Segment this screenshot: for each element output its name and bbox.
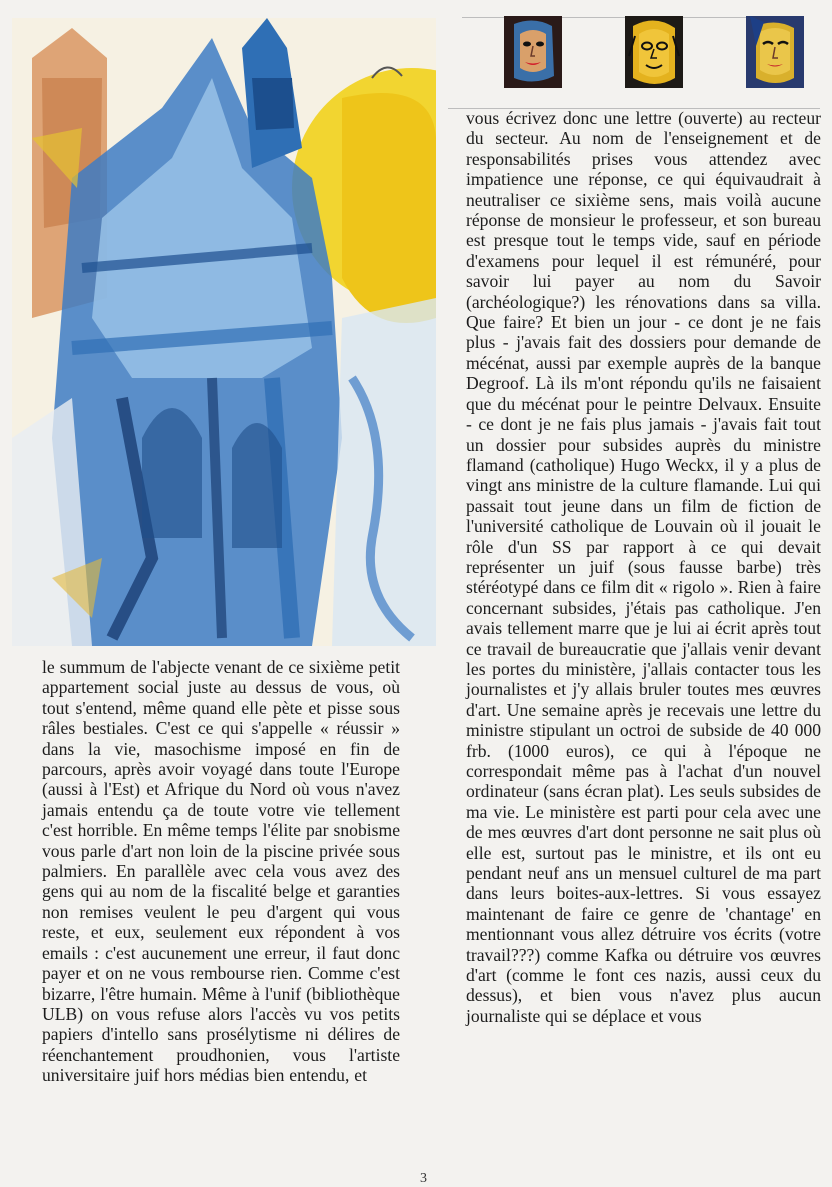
face-thumbnail-2 [625,16,683,88]
face-painting-red-lips-icon [504,16,562,88]
painting-cathedral [12,18,436,646]
face-painting-yellow-icon [625,16,683,88]
text-column-right [466,108,821,1026]
text-column-left [42,657,400,1086]
page-number: 3 [420,1171,427,1186]
body-paragraph-left: le summum de l'abjecte venant de ce sixième petit appartement social juste au dessus de vous, où tout s'entend, même quand elle pète et pisse sous râles bestiales. C'est ce qui s'appelle « réussir » dans la vie, masochisme imposé en fin de parcours, après avoir voyagé dans toute l'Europe (aussi à l'Est) et Afrique du Nord où vous n'avez jamais entendu ça de toute votre vie tellement c'est horrible. En même temps l'élite par snobisme vous parle d'art non loin de la piscine privée sous palmiers. En parallèle avec cela vous avez des gens qui au nom de la fiscalité belge et garanties non remises veulent le peu d'argent qui vous reste, et eux, seulement eux répondent à vos emails : c'est aucunement une erreur, il faut donc payer et on ne vous rembourse rien. Comme c'est bizarre, l'être humain. Même à l'unif (bibliothèque ULB) on vous refuse alors l'accès vu vos petits papiers d'intello sans prosélytisme ni délires de réenchantement proudhonien, vous l'artiste universitaire juif hors médias bien entendu, et [42,657,400,1086]
face-thumbnail-1 [504,16,562,88]
body-paragraph-right: vous écrivez donc une lettre (ouverte) au recteur du secteur. Au nom de l'enseignement et de responsabilités prises vous attendez avec impatience une réponse, ce qui équivaudrait à neutraliser ce sixième sens, mais voilà aucune réponse de monsieur le professeur, et son bureau est presque tout le temps vide, sauf en période d'examens pour lequel il est rémunéré, pour savoir lui payer au nom du Savoir (archéologique?) les rénovations dans sa villa. Que faire? Et bien un jour - ce dont je ne fais plus - j'avais fait des dossiers pour demande de mécénat, aussi par exemple auprès de la banque Degroof. Là ils m'ont répondu qu'ils ne faisaient que du mécénat pour le peintre Delvaux. Ensuite - ce dont je ne fais plus jamais - j'avais fait tout un dossier pour subsides auprès du ministre flamand (catholique) Hugo Weckx, il y a plus de vingt ans ministre de la culture flamande. Lui qui passait tout jeune dans un film de fiction de l'université catholique de Louvain où il jouait le rôle d'un SS par rapport à ce qui devait représenter un juif (sous fausse barbe) très stéréotypé dans ce film dit « rigolo ». Rien à faire concernant subsides, j'étais pas catholique. J'en avais tellement marre que je lui ai écrit après tout ce travail de bureaucratie que j'allais venir devant les portes du ministère, j'allais contacter tous les journalistes et j'y allais bruler toutes mes œuvres d'art. Une semaine après je recevais une lettre du ministre stipulant un octroi de subside de 40 000 frb. (1000 euros), ce qui à l'époque ne correspondait même pas à l'achat d'un nouvel ordinateur (sans écran plat). Les seuls subsides de ma vie. Le ministère est parti pour cela avec une de mes œuvres d'art dont personne ne sait plus où elle est, surtout pas le ministre, et ils ont eu pendant neuf ans un mensuel culturel de ma part dans leurs boites-aux-lettres. Si vous essayez maintenant de faire ce genre de 'chantage' en mentionnant vous allez détruire vos écrits (votre travail???) comme Kafka ou détruire vos œuvres d'art (comme le font ces nazis, aussi ceux du dessus), et bien vous n'avez plus aucun journaliste qui se déplace et vous [466,108,821,1026]
face-thumbnail-3 [746,16,804,88]
face-painting-blue-yellow-icon [746,16,804,88]
painting-blue-cathedral-icon [12,18,436,646]
